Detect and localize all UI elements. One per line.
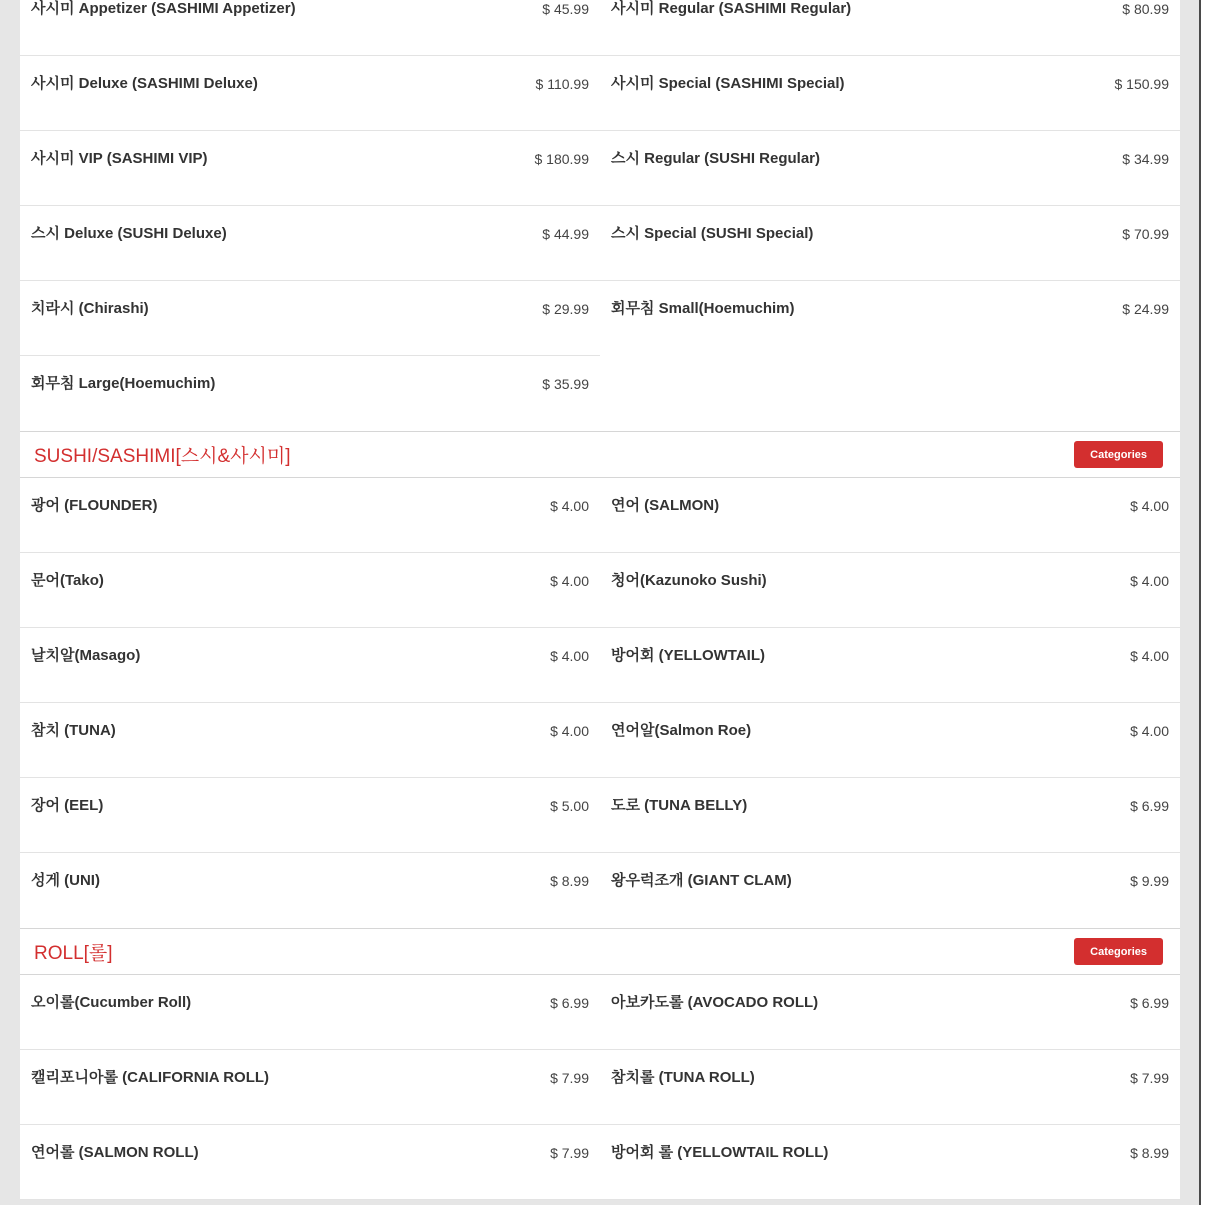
menu-item-name: 방어회 (YELLOWTAIL) <box>611 647 766 664</box>
menu-item[interactable] <box>600 975 1180 1050</box>
menu-item-price: $ 80.99 <box>1122 1 1169 17</box>
menu-item-price: $ 4.00 <box>1130 573 1169 589</box>
menu-item[interactable] <box>20 478 600 553</box>
menu-item[interactable] <box>20 778 600 853</box>
menu-item-price: $ 6.99 <box>1130 995 1169 1011</box>
menu-item-price: $ 29.99 <box>542 301 589 317</box>
menu-item-price: $ 44.99 <box>542 226 589 242</box>
menu-item[interactable] <box>20 1125 600 1200</box>
menu-item[interactable] <box>600 131 1180 206</box>
section-header-roll <box>20 928 1180 975</box>
menu-item[interactable] <box>20 1050 600 1125</box>
menu-item-name: 아보카도롤 (AVOCADO ROLL) <box>611 994 819 1011</box>
menu-item-price: $ 4.00 <box>550 573 589 589</box>
menu-item-name: 캘리포니아롤 (CALIFORNIA ROLL) <box>31 1069 270 1086</box>
categories-button[interactable]: Categories <box>1074 938 1163 965</box>
sashimi-items-grid <box>20 0 1180 431</box>
menu-item-price: $ 45.99 <box>542 1 589 17</box>
menu-item-name: 치라시 (Chirashi) <box>31 300 149 317</box>
menu-item[interactable] <box>20 628 600 703</box>
menu-item-price: $ 6.99 <box>1130 798 1169 814</box>
menu-item-price: $ 7.99 <box>550 1145 589 1161</box>
menu-item-price: $ 24.99 <box>1122 301 1169 317</box>
section-title: ROLL[롤] <box>34 943 113 964</box>
menu-item-price: $ 34.99 <box>1122 151 1169 167</box>
menu-item-price: $ 4.00 <box>550 498 589 514</box>
menu-item[interactable] <box>20 56 600 131</box>
menu-item[interactable] <box>20 356 600 431</box>
menu-item[interactable] <box>20 131 600 206</box>
menu-item-name: 왕우럭조개 (GIANT CLAM) <box>611 872 792 889</box>
menu-item-price: $ 150.99 <box>1114 76 1169 92</box>
menu-item[interactable] <box>20 0 600 56</box>
menu-item-name: 도로 (TUNA BELLY) <box>611 797 748 814</box>
menu-item-price: $ 4.00 <box>1130 723 1169 739</box>
menu-item-name: 청어(Kazunoko Sushi) <box>611 572 767 589</box>
menu-item[interactable] <box>600 703 1180 778</box>
menu-item[interactable] <box>20 281 600 356</box>
categories-button[interactable]: Categories <box>1074 441 1163 468</box>
menu-item[interactable] <box>600 1125 1180 1200</box>
menu-item-name: 스시 Regular (SUSHI Regular) <box>611 150 821 167</box>
menu-item-name: 문어(Tako) <box>31 572 104 589</box>
menu-item[interactable] <box>600 206 1180 281</box>
menu-item-name: 날치알(Masago) <box>31 647 141 664</box>
menu-item[interactable] <box>600 0 1180 56</box>
menu-item-name: 회무침 Small(Hoemuchim) <box>611 300 795 317</box>
menu-item-price: $ 4.00 <box>1130 498 1169 514</box>
menu-item-name: 회무침 Large(Hoemuchim) <box>31 375 216 392</box>
menu-item[interactable] <box>600 56 1180 131</box>
menu-item-name: 참치롤 (TUNA ROLL) <box>611 1069 755 1086</box>
menu-item-price: $ 8.99 <box>550 873 589 889</box>
menu-item[interactable] <box>20 553 600 628</box>
menu-item[interactable] <box>600 1050 1180 1125</box>
menu-item-name: 참치 (TUNA) <box>31 722 116 739</box>
sushi-sashimi-items-grid <box>20 478 1180 928</box>
menu-item-price: $ 70.99 <box>1122 226 1169 242</box>
menu-item[interactable] <box>600 778 1180 853</box>
menu-item-price: $ 4.00 <box>1130 648 1169 664</box>
menu-item-price: $ 35.99 <box>542 376 589 392</box>
menu-item-price: $ 7.99 <box>1130 1070 1169 1086</box>
menu-item-price: $ 4.00 <box>550 648 589 664</box>
menu-item-name: 방어회 롤 (YELLOWTAIL ROLL) <box>611 1144 829 1161</box>
menu-item-price: $ 7.99 <box>550 1070 589 1086</box>
menu-item-price: $ 8.99 <box>1130 1145 1169 1161</box>
section-header-sushi-sashimi <box>20 431 1180 478</box>
menu-item-price: $ 9.99 <box>1130 873 1169 889</box>
menu-item-name: 사시미 Regular (SASHIMI Regular) <box>611 0 852 17</box>
menu-item-name: 연어알(Salmon Roe) <box>611 722 752 739</box>
menu-item-name: 오이롤(Cucumber Roll) <box>31 994 192 1011</box>
menu-item[interactable] <box>600 553 1180 628</box>
menu-content <box>20 0 1180 1200</box>
menu-item-name: 사시미 Special (SASHIMI Special) <box>611 75 845 92</box>
menu-item-price: $ 4.00 <box>550 723 589 739</box>
menu-item-price: $ 180.99 <box>534 151 589 167</box>
menu-item[interactable] <box>20 206 600 281</box>
menu-item-price: $ 110.99 <box>535 76 589 92</box>
menu-item-name: 사시미 VIP (SASHIMI VIP) <box>31 150 208 167</box>
menu-item-name: 장어 (EEL) <box>31 797 104 814</box>
menu-item-name: 연어 (SALMON) <box>611 497 720 514</box>
menu-item-name: 성게 (UNI) <box>31 872 100 889</box>
menu-item[interactable] <box>600 478 1180 553</box>
menu-item-name: 광어 (FLOUNDER) <box>31 497 158 514</box>
scrollbar-gutter <box>1201 0 1210 1205</box>
menu-item-name: 사시미 Deluxe (SASHIMI Deluxe) <box>31 75 258 92</box>
roll-items-grid <box>20 975 1180 1200</box>
menu-item[interactable] <box>20 853 600 928</box>
section-title: SUSHI/SASHIMI[스시&사시미] <box>34 446 291 467</box>
menu-item-name: 스시 Special (SUSHI Special) <box>611 225 814 242</box>
menu-item[interactable] <box>20 975 600 1050</box>
menu-item[interactable] <box>600 853 1180 928</box>
menu-item[interactable] <box>600 628 1180 703</box>
menu-item-name: 연어롤 (SALMON ROLL) <box>31 1144 199 1161</box>
menu-item[interactable] <box>600 281 1180 356</box>
menu-item-price: $ 5.00 <box>550 798 589 814</box>
menu-item-name: 사시미 Appetizer (SASHIMI Appetizer) <box>31 0 296 17</box>
menu-item[interactable] <box>20 703 600 778</box>
menu-item-price: $ 6.99 <box>550 995 589 1011</box>
menu-item-name: 스시 Deluxe (SUSHI Deluxe) <box>31 225 227 242</box>
